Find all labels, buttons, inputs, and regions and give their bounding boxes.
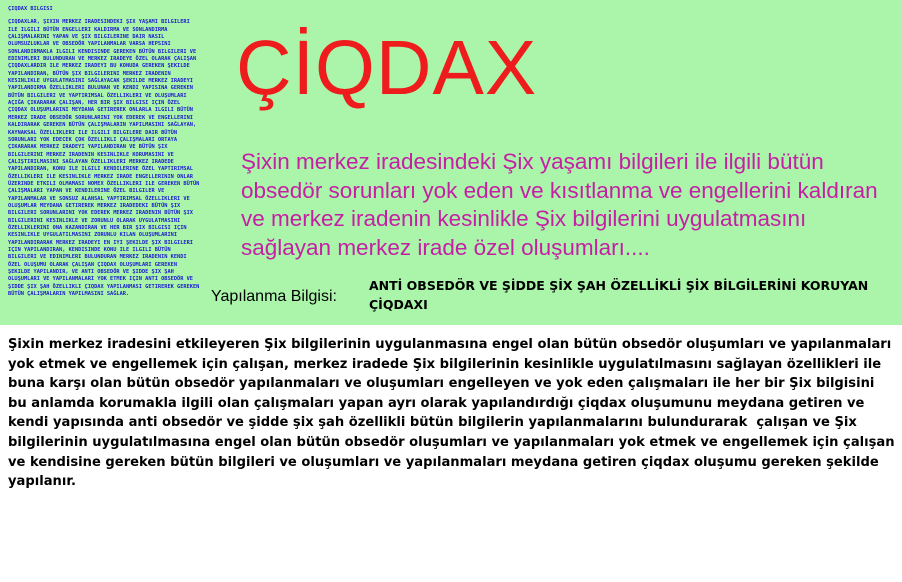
page-title: ÇİQDAX (236, 25, 538, 111)
structure-label: Yapılanma Bilgisi: (211, 288, 337, 305)
side-info-body: ÇIQDAXLAR, ŞIXIN MERKEZ IRADESINDEKI ŞIX YAŞAMI BILGILERI ILE ILGILI BÜTÜN ENGELLERI KALDIRMA VE SONLANDIRMA ÇALIŞMALARINI YAPAN VE ŞIX BILGILERINE DAIR NASIL OLUMSUZLUKLAR VE OBSEDÖR YAPILANMALAR VARSA HEPSINI SONLANDIRMAKLA ILGILI KENDISINDE GEREKEN BÜTÜN BILGILERI VE EDINIMLERI BULUNDURAN VE MERKEZ IRADEYE ÖZEL OLARAK ÇALIŞAN ÇIQDAXLARDIR ILE MERKEZ IRADEYI BU KONUDA GEREKEN ŞEKILDE YAPILANDIRAN, BÜTÜN ŞIX BILGILERINI MERKEZ IRADENIN KESINLIKLE UYGULATMASINI SAĞLAYACAK ŞEKILDE MERKEZ IRADEYI YAPILANDIRMA ÖZELLIKLERI BULUNAN VE KENDI YAPISINA GEREKEN BÜTÜN BILGILERI VE YAPTIRIMSAL ÖZELLIKLERI VE OLUŞUMLARI AÇIĞA ÇIKARARAK ÇALIŞAN, HER BIR ŞIX BILGISI IÇIN ÖZEL ÇIQDAX OLUŞUMLARINI MEYDANA GETIREREK ONLARLA ILGILI BÜTÜN MERKEZ IRADE OBSEDÖR SORUNLARINI YOK EDEREK VE ENGELLERINI KALDIRARAK GEREKEN BÜTÜN ÇALIŞMALARIN YAPILMASINI SAĞLAYAN, KAYNAKSAL ÖZELLIKLERI ILE ILGILI BILGILERE DAIR BÜTÜN SORUNLARI YOK EDECEK ÇOK ÖZELLIKLI ÇALIŞMALARI ORTAYA ÇIKARARAK MERKEZ IRADEYI YAPILANDIRAN VE BÜTÜN ŞIX BILGILERINI MERKEZ IRADENIN KESINLIKLE KORUMASINI VE ÇALIŞTIRILMASINI SAĞLAYAN ÖZELLIKLERI MERKEZ IRADEDE YAPILANDIRAN, KONU ILE ILGILI KENDILERINE ÖZEL YAPTIRIMSAL ÖZELLIKLERI ILE KESINLIKLE MERKEZ IRADE ENGELLERININ ONLAR ÜZERINDE ETKILI OLMAMASI NOMEX ÖZELLIKLERI ILE GEREKEN BÜTÜN ÇALIŞMALARI YAPAN VE KENDILERINE ÖZEL BILGILER VE YAPILANMALAR VE SONSUZ ALANSAL YAPTIRIMSAL ÖZELLIKLERI VE OLUŞUMLAR MEYDANA GETIREREK MERKEZ IRADEDEKI BÜTÜN ŞIX BILGILERI SORUNLARINI YOK EDEREK MERKEZ IRADENIN BÜTÜN ŞIX BILGILERINI KESINLIKLE VE ZORUNLU OLARAK UYGULATMASINI ÖZELLIKLERINI ONA KAZANDIRAN VE HER BIR ŞIX BILGISI IÇIN KESINLIKLE UYGULATILMASINI ZORUNLU KILAN OLUŞUMLARINI YAPILANDIRARAK MERKEZ IRADEYI EN IYI ŞEKILDE ŞIX BILGILERI IÇIN YAPILANDIRAN, KENDISINDE KONU ILE ILGILI BÜTÜN BILGILERI VE EDINIMLERI BULUNDURAN MERKEZ IRADENIN KENDI ÖZEL OLUŞUMU OLARAK ÇALIŞAN ÇIQDAX OLUŞUMLARI GEREKEN ŞEKILDE YAPILANDIR, VE ANTI OBSEDÖR VE ŞIDDE ŞIX ŞAH OLUŞUMLARI VE YAPILANMALARI YOK ETMEK IÇIN ANTI OBSEDÖR VE ŞIDDE ŞIX ŞAH ÖZELLIKLI ÇIQDAX YAPILANMASI GETIREREK GEREKEN BÜTÜN ÇALIŞMALARIN YAPILMASINI SAĞLAR. (8, 19, 203, 298)
side-info-title: ÇIQDAX BILGISI (8, 6, 53, 12)
side-info-text (8, 6, 203, 321)
page-subtitle: Şixin merkez iradesindeki Şix yaşamı bilgileri ile ilgili bütün obsedör sorunları yok eden ve kısıtlanma ve engellerini kaldıran ve merkez iradenin kesinlikle Şix bilgilerini uygulatmasını sağlayan merkez irade özel oluşumları.... (241, 149, 878, 260)
description-paragraph: Şixin merkez iradesini etkileyeren Şix bilgilerinin uygulanmasına engel olan bütün obsedör oluşumları ve yapılanmaları yok etmek ve engellemek için çalışan, merkez iradede Şix bilgilerinin kesinlikle uygulatılmasını sağlayan özellikleri ile buna karşı olan bütün obsedör yapılanmaları ve oluşumları engelleyen ve yok eden çalışmaları ile her bir Şix bilgisini bu anlamda korumakla ilgili olan çalışmaları yapan ayrı olarak yapılandırdığı çiqdax oluşumunu meydana getiren ve kendi yapısında anti obsedör ve şidde şix şah özellikli bütün bilgilerin yapılanmalarını bulundurarak çalışan ve Şix bilgilerinin uygulatılmasına engel olan bütün obsedör oluşumları ve yapılanmaları yok etmek ve engellemek için çalışan ve kendisine gereken bütün bilgileri ve oluşumları ve yapılanmaları meydana getiren çiqdax oluşumu gereken şekilde yapılanır. (8, 337, 900, 490)
structure-value: ANTİ OBSEDÖR VE ŞİDDE ŞİX ŞAH ÖZELLİKLİ ŞİX BİLGİLERİNİ KORUYAN ÇİQDAXI (369, 278, 869, 312)
